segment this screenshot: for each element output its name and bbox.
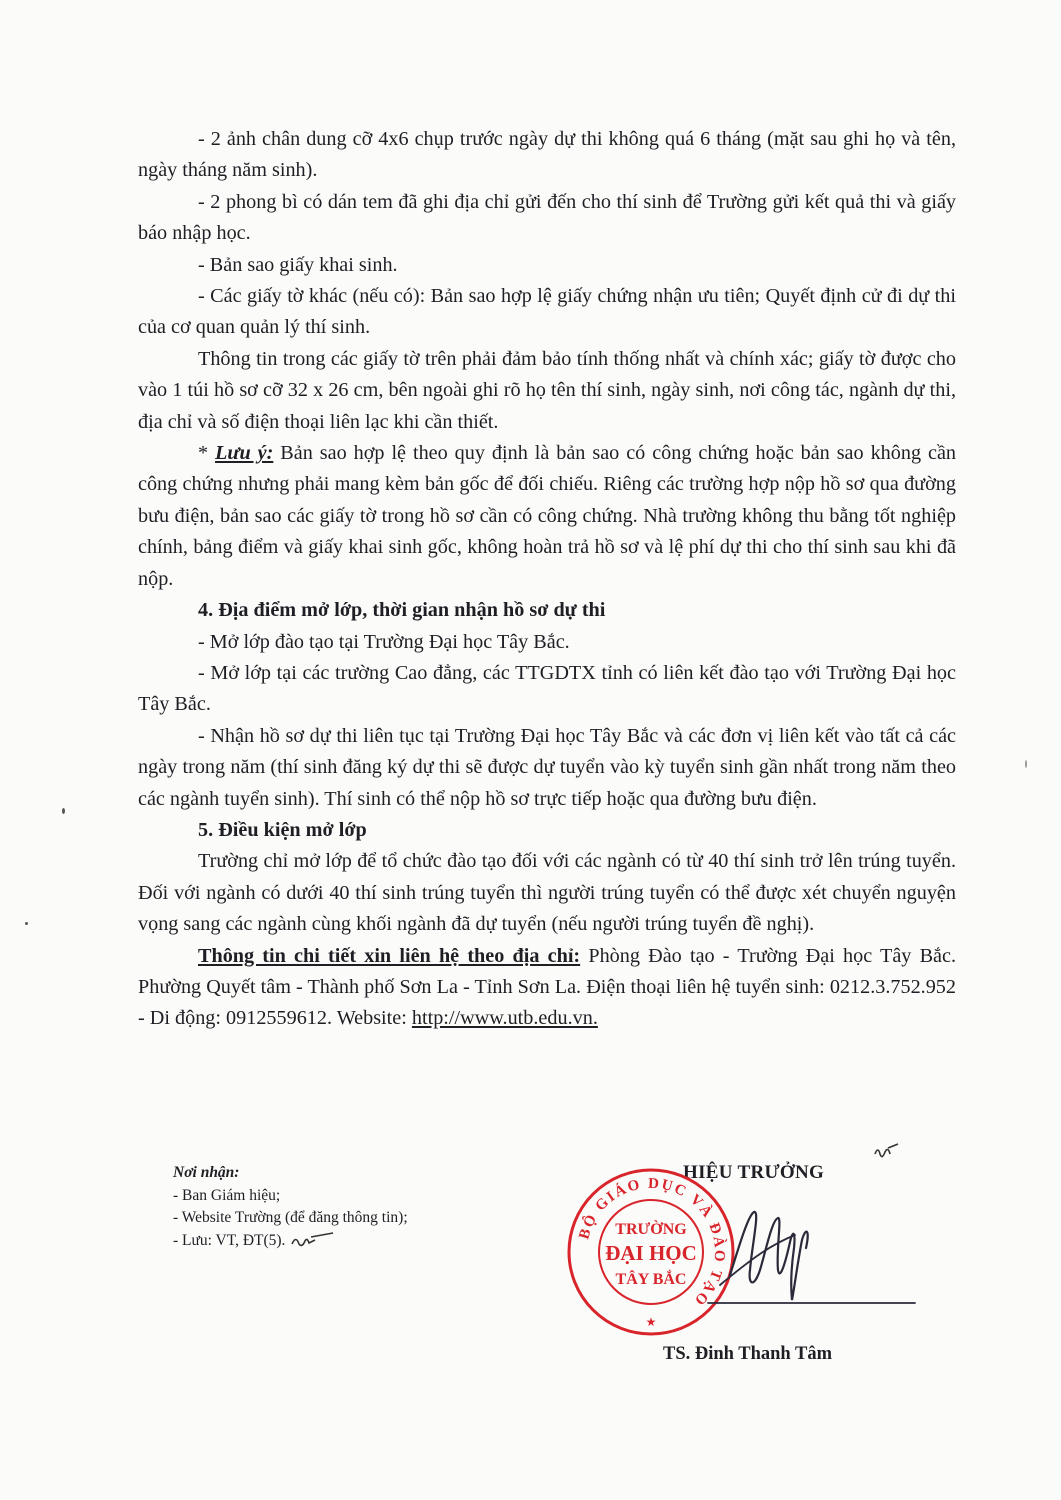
receivers-title: Nơi nhận: [173,1164,240,1181]
stamp-line-1: TRƯỜNG [615,1221,687,1238]
paragraph-class-conditions: Trường chỉ mở lớp để tổ chức đào tạo đối với các ngành có từ 40 thí sinh trở lên trúng tuyển. Đối với ngành có dưới 40 thí sinh trúng tuyển thì người trúng tuyển có thể được xét chuyển nguyện vọng sang các ngành cùng khối ngành đã dự tuyển (nếu người trúng tuyển đề nghị). [138,850,956,936]
paragraph-portrait-photos: - 2 ảnh chân dung cỡ 4x6 chụp trước ngày dự thi không quá 6 tháng (mặt sau ghi họ và tên, ngày tháng năm sinh). [138,128,956,182]
stamp-ring-text: BỘ GIÁO DỤC VÀ ĐÀO TẠO [576,1175,728,1310]
stamp-line-3: TÂY BẮC [615,1271,687,1288]
receivers-block [173,1162,408,1252]
paragraph-application-receipt: - Nhận hồ sơ dự thi liên tục tại Trường Đại học Tây Bắc và các đơn vị liên kết vào tất cả các ngày trong năm (thí sinh đăng ký dự thi sẽ được dự tuyển vào kỳ tuyển sinh gần nhất trong năm theo các ngành tuyển sinh). Thí sinh có thể nộp hồ sơ trực tiếp hoặc qua đường bưu điện. [138,724,956,810]
scan-speck [62,808,65,814]
paragraph-partner-classes: - Mở lớp tại các trường Cao đẳng, các TTGDTX tỉnh có liên kết đào tạo với Trường Đại học Tây Bắc. [138,661,956,716]
paragraph-envelopes: - 2 phong bì có dán tem đã ghi địa chỉ gửi đến cho thí sinh để Trường gửi kết quả thi và giấy báo nhập học. [138,190,956,245]
paragraph-other-documents: - Các giấy tờ khác (nếu có): Bản sao hợp lệ giấy chứng nhận ưu tiên; Quyết định cử đi dự thi của cơ quan quản lý thí sinh. [138,285,956,339]
signer-name: TS. Đinh Thanh Tâm [663,1344,832,1364]
note-label: Lưu ý: [215,442,274,465]
initials-mark [872,1140,902,1162]
scan-speck [1025,760,1027,768]
receiver-item-text: - Lưu: VT, ĐT(5). [173,1231,286,1249]
stamp-line-2: ĐẠI HỌC [605,1241,697,1265]
contact-label: Thông tin chi tiết xin liên hệ theo địa chỉ: [198,944,581,967]
stamp-star-icon: ★ [645,1315,657,1329]
receiver-item: - Ban Giám hiệu; [173,1186,281,1204]
receiver-item: - Website Trường (để đăng thông tin); [173,1209,408,1226]
paragraph-document-consistency: Thông tin trong các giấy tờ trên phải đảm bảo tính thống nhất và chính xác; giấy tờ được cho vào 1 túi hồ sơ cỡ 32 x 26 cm, bên ngoài ghi rõ họ tên thí sinh, ngày sinh, nơi công tác, ngành dự thi, địa chỉ và số điện thoại liên lạc khi cần thiết. [138,347,956,433]
section-heading-4: 4. Địa điểm mở lớp, thời gian nhận hồ sơ dự thi [198,599,606,622]
paragraph-birth-certificate: - Bản sao giấy khai sinh. [198,253,398,276]
note-prefix: * [198,442,216,465]
signature-title: HIỆU TRƯỞNG [683,1162,825,1183]
paragraph-class-location: - Mở lớp đào tạo tại Trường Đại học Tây Bắc. [198,630,570,653]
contact-text: Phòng Đào tạo - Trường Đại học Tây Bắc. Phường Quyết tâm - Thành phố Sơn La - Tỉnh Sơn La. Điện thoại liên hệ tuyển sinh: 0212.3.752.952 - Di động: 0912559612. Website: [138,944,957,1030]
scan-speck [25,922,28,925]
website-link[interactable]: http://www.utb.edu.vn. [411,1007,598,1030]
document-body [138,124,956,1035]
handwritten-signature [690,1190,920,1320]
receiver-item [173,1230,408,1253]
paragraph-note [138,438,956,595]
initials-mark [289,1231,335,1249]
section-heading-5: 5. Điều kiện mở lớp [198,818,367,841]
note-text: Bản sao hợp lệ theo quy định là bản sao có công chứng hoặc bản sao không cần công chứng nhưng phải mang kèm bản gốc để đối chiếu. Riêng các trường hợp nộp hồ sơ qua đường bưu điện, bản sao các giấy tờ trong hồ sơ cần có công chứng. Nhà trường không thu bằng tốt nghiệp chính, bảng điểm và giấy khai sinh gốc, không hoàn trả hồ sơ và lệ phí dự thi cho thí sinh sau khi đã nộp. [138,442,956,590]
paragraph-contact [138,941,956,1035]
